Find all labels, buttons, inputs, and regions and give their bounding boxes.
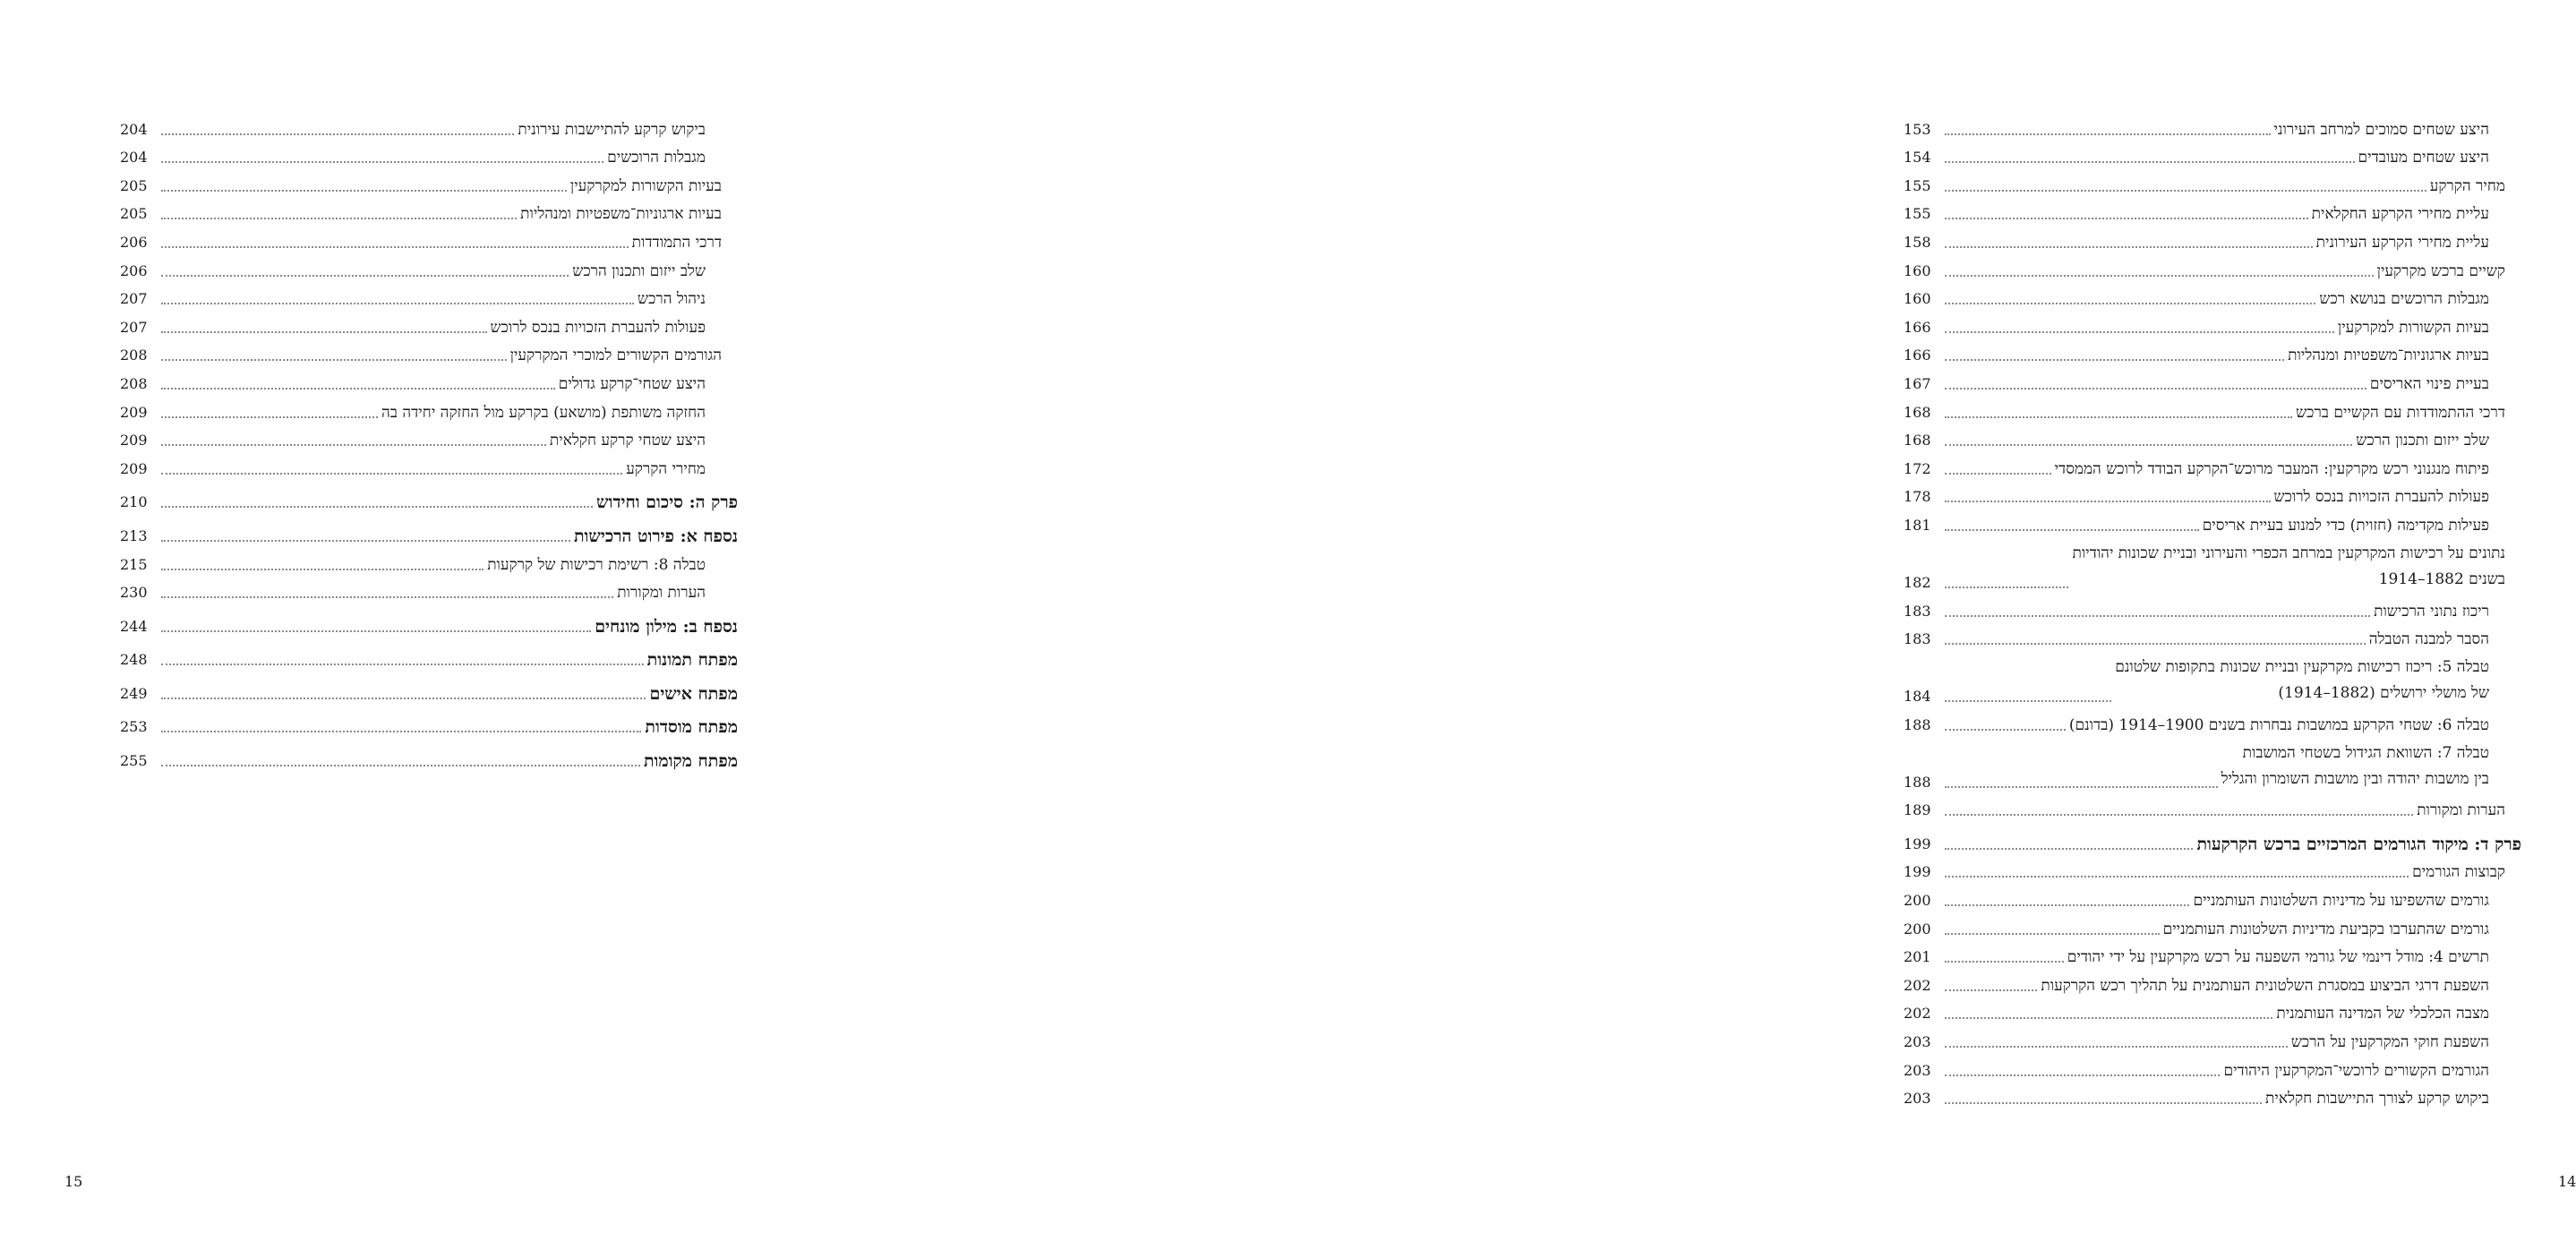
toc-entry <box>1904 911 2521 939</box>
toc-entry <box>120 365 738 394</box>
toc-heading <box>120 479 738 513</box>
toc-page-number: 208 <box>120 374 148 392</box>
toc-page-number: 255 <box>120 752 148 770</box>
toc-entry-line: טבלה 5: ריכוז רכישות מקרקעין ובניית שכונות בתקופות שלטונם <box>2115 658 2489 677</box>
dot-leader <box>1945 331 2334 333</box>
toc-entry-title: שלב ייזום ותכנון הרכש <box>572 261 706 280</box>
toc-entry <box>1904 423 2521 451</box>
toc-page-number: 188 <box>1904 773 1931 791</box>
toc-page-number: 201 <box>1904 948 1931 966</box>
dot-leader <box>1945 786 2218 788</box>
toc-entry-title: נספח א: פירוט הרכישות <box>573 526 738 546</box>
toc-entry <box>1904 224 2521 253</box>
toc-entry <box>1904 593 2521 621</box>
dot-leader <box>161 303 634 304</box>
toc-page-number: 154 <box>1904 149 1931 167</box>
toc-page-number: 166 <box>1904 318 1931 336</box>
page-number-left: 15 <box>64 1173 83 1190</box>
toc-entry <box>120 196 738 225</box>
toc-page-number: 206 <box>120 261 148 279</box>
toc-page-number: 203 <box>1904 1090 1931 1108</box>
toc-heading <box>120 637 738 671</box>
left-page <box>0 0 877 1250</box>
toc-entry <box>1904 140 2521 168</box>
toc-page-number: 199 <box>1904 863 1931 881</box>
toc-page-number: 207 <box>120 318 148 336</box>
toc-page-number: 205 <box>120 205 148 223</box>
toc-page-number: 215 <box>120 555 148 573</box>
toc-entry <box>1904 507 2521 535</box>
right-page <box>877 0 2576 1250</box>
toc-entry-title: בעיות הקשורות למקרקעין <box>2337 318 2489 337</box>
dot-leader <box>1945 1074 2220 1076</box>
toc-page-number: 202 <box>1904 1005 1931 1023</box>
toc-page-number: 204 <box>120 149 148 167</box>
toc-page-number: 182 <box>1904 573 1931 591</box>
dot-leader <box>1945 529 2199 531</box>
dot-leader <box>1945 388 2366 390</box>
toc-page-number: 183 <box>1904 630 1931 648</box>
toc-entry <box>120 281 738 310</box>
toc-page-number: 204 <box>120 120 148 138</box>
dot-leader <box>1945 643 2366 645</box>
toc-heading <box>120 603 738 637</box>
toc-entry-title: בעיות הקשורות למקרקעין <box>569 176 722 195</box>
toc-entry <box>1904 882 2521 911</box>
dot-leader <box>161 540 570 542</box>
toc-entry <box>120 224 738 253</box>
toc-entry <box>120 111 738 140</box>
toc-page-number: 166 <box>1904 347 1931 364</box>
toc-entry <box>1904 649 2521 706</box>
toc-page-number: 172 <box>1904 459 1931 477</box>
dot-leader <box>1945 246 2313 248</box>
dot-leader <box>161 765 640 766</box>
toc-entry-title: הערות ומקורות <box>2417 801 2505 820</box>
toc-heading <box>120 670 738 704</box>
toc-entry-title: טבלה 6: שטחי הקרקע במושבות נבחרות בשנים 1900–1914 (בדונם) <box>2068 715 2489 734</box>
toc-page-number: 168 <box>1904 432 1931 449</box>
dot-leader <box>1945 961 2064 963</box>
toc-entry-title: פעילות מקדימה (חזוית) כדי למנוע בעיית אריסים <box>2202 516 2489 535</box>
toc-entry-title: מפתח מקומות <box>643 751 738 772</box>
toc-entry <box>1904 196 2521 225</box>
toc-entry-title: היצע שטחים מעובדים <box>2358 149 2489 167</box>
toc-entry-title: פיתוח מנגנוני רכש מקרקעין: המעבר מרוכש־הקרקע הבודד לרוכש הממסדי <box>2054 459 2489 478</box>
toc-entry <box>1904 1023 2521 1052</box>
toc-entry-title: הגורמים הקשורים למוכרי המקרקעין <box>509 347 722 365</box>
toc-entry-title: ריכוז נתוני הרכישות <box>2374 602 2489 621</box>
toc-page-number: 205 <box>120 176 148 194</box>
dot-leader <box>161 246 629 248</box>
toc-entry-title: עליית מחירי הקרקע העירונית <box>2315 233 2489 252</box>
toc-entry <box>120 546 738 575</box>
dot-leader <box>161 133 514 135</box>
dot-leader <box>1945 501 2271 502</box>
toc-page-number: 230 <box>120 584 148 602</box>
toc-entry-line: נתונים על רכישות המקרקעין במרחב הכפרי והעירוני ובניית שכונות יהודיות <box>2072 544 2505 562</box>
toc-entry-line: של מושלי ירושלים (1882–1914) <box>2278 684 2489 703</box>
dot-leader <box>1945 729 2066 731</box>
toc-entry <box>1904 535 2521 593</box>
dot-leader <box>1945 615 2370 617</box>
dot-leader <box>1945 303 2315 304</box>
toc-entry <box>120 394 738 423</box>
toc-entry-title: שלב ייזום ותכנון הרכש <box>2356 432 2489 450</box>
toc-entry <box>1904 792 2521 821</box>
toc-page-number: 202 <box>1904 976 1931 994</box>
toc-entry-title: היצע שטחי קרקע חקלאית <box>549 432 706 450</box>
toc-page-number: 167 <box>1904 374 1931 392</box>
toc-page-number: 199 <box>1904 835 1931 852</box>
toc-page-number: 160 <box>1904 261 1931 279</box>
toc-heading <box>120 512 738 546</box>
toc-entry <box>1904 939 2521 968</box>
toc-entry <box>120 253 738 281</box>
toc-entry-title <box>2115 655 2521 706</box>
page-number-right: 14 <box>2558 1173 2576 1190</box>
toc-entry-title: ניהול הרכש <box>638 290 706 309</box>
dot-leader <box>1945 133 2271 135</box>
toc-page-number: 210 <box>120 493 148 511</box>
toc-page-number: 209 <box>120 432 148 449</box>
toc-entry <box>1904 365 2521 394</box>
dot-leader <box>161 596 613 598</box>
toc-entry-title: תרשים 4: מודל דינמי של גורמי השפעה על רכש מקרקעין על ידי יהודים <box>2067 948 2489 967</box>
dot-leader <box>1945 218 2308 219</box>
toc-list-right <box>1904 111 2521 1109</box>
toc-entry-title: הסבר למבנה הטבלה <box>2368 630 2489 649</box>
dot-leader <box>1945 848 2193 850</box>
toc-entry <box>1904 1081 2521 1109</box>
toc-entry-title: פעולות להעברת הזכויות בנכס לרוכש <box>2273 488 2489 507</box>
toc-page-number: 155 <box>1904 176 1931 194</box>
dot-leader <box>1945 876 2409 878</box>
dot-leader <box>161 444 546 446</box>
toc-entry-title: ביקוש קרקע להתיישבות עירונית <box>518 120 706 139</box>
dot-leader <box>1945 700 2111 702</box>
toc-entry-title: טבלה 8: רשימת רכישות של קרקעות <box>487 555 706 574</box>
dot-leader <box>1945 933 2160 935</box>
dot-leader <box>1945 359 2284 361</box>
toc-entry <box>1904 167 2521 196</box>
toc-entry <box>120 575 738 604</box>
toc-heading <box>120 737 738 771</box>
toc-entry <box>120 423 738 451</box>
toc-entry-title: היצע שטחי־קרקע גדולים <box>558 374 706 393</box>
toc-entry-title: פרק ה: סיכום וחידוש <box>596 492 738 513</box>
toc-entry-title: השפעת חוקי המקרקעין על הרכש <box>2290 1033 2489 1052</box>
toc-entry-title <box>2221 741 2521 792</box>
dot-leader <box>1945 586 2068 588</box>
toc-entry <box>1904 394 2521 423</box>
toc-list-left <box>120 111 738 771</box>
toc-entry-title: מגבלות הרוכשים בנושא רכש <box>2319 290 2489 309</box>
dot-leader <box>161 630 591 632</box>
toc-page-number: 207 <box>120 290 148 308</box>
toc-entry-title: קשיים ברכש מקרקעין <box>2376 261 2505 280</box>
toc-entry <box>1904 309 2521 338</box>
dot-leader <box>161 275 569 277</box>
toc-entry <box>1904 967 2521 996</box>
toc-page-number: 178 <box>1904 488 1931 506</box>
dot-leader <box>1945 275 2374 277</box>
dot-leader <box>1945 444 2352 446</box>
dot-leader <box>161 664 644 665</box>
toc-page-number: 203 <box>1904 1061 1931 1079</box>
toc-entry-title: החזקה משותפת (מושאע) בקרקע מול החזקה יחידה בה <box>381 403 706 422</box>
toc-entry-title: הגורמים הקשורים לרוכשי־המקרקעין היהודים <box>2223 1061 2489 1080</box>
dot-leader <box>161 473 622 475</box>
toc-entry <box>120 309 738 338</box>
dot-leader <box>1945 161 2355 163</box>
toc-entry-title: הערות ומקורות <box>617 584 706 603</box>
toc-entry-title: מגבלות הרוכשים <box>607 149 706 167</box>
dot-leader <box>1945 1046 2288 1048</box>
toc-entry-title: מפתח מוסדות <box>645 717 738 738</box>
toc-entry-title: בעיות ארגוניות־משפטיות ומנהליות <box>2288 347 2489 365</box>
toc-entry-line: טבלה 7: השוואת הגידול בשטחי המושבות <box>2242 743 2489 762</box>
toc-page-number: 160 <box>1904 290 1931 308</box>
toc-entry-line: בין מושבות יהודה ובין מושבות השומרון והגליל <box>2221 769 2489 788</box>
toc-page-number: 189 <box>1904 801 1931 819</box>
toc-entry <box>1904 253 2521 281</box>
toc-page-number: 209 <box>120 403 148 421</box>
toc-page-number: 203 <box>1904 1033 1931 1051</box>
dot-leader <box>1945 904 2189 906</box>
dot-leader <box>161 388 555 390</box>
dot-leader <box>161 569 484 570</box>
toc-page-number: 200 <box>1904 920 1931 938</box>
dot-leader <box>161 161 603 163</box>
toc-entry-title: פרק ד: מיקוד הגורמים המרכזיים ברכש הקרקעות <box>2196 834 2521 854</box>
toc-page-number: 184 <box>1904 688 1931 706</box>
dot-leader <box>161 416 378 418</box>
toc-entry <box>1904 111 2521 140</box>
toc-entry-title: מצבה הכלכלי של המדינה העותמנית <box>2276 1005 2489 1023</box>
toc-page-number: 188 <box>1904 715 1931 733</box>
dot-leader <box>161 698 646 699</box>
toc-entry-title: נספח ב: מילון מונחים <box>595 616 738 637</box>
toc-entry <box>120 167 738 196</box>
toc-entry <box>1904 706 2521 735</box>
toc-entry <box>120 450 738 479</box>
dot-leader <box>161 190 567 192</box>
toc-entry-title: מחירי הקרקע <box>626 459 706 478</box>
toc-entry <box>1904 1052 2521 1081</box>
toc-page-number: 181 <box>1904 516 1931 534</box>
toc-entry-title: דרכי התמודדות <box>631 233 722 252</box>
toc-entry <box>1904 450 2521 479</box>
toc-entry <box>120 140 738 168</box>
toc-page-number: 158 <box>1904 233 1931 251</box>
dot-leader <box>1945 473 2051 475</box>
toc-entry <box>1904 996 2521 1024</box>
toc-entry-title: דרכי ההתמודדות עם הקשיים ברכש <box>2296 403 2505 422</box>
toc-entry-title: מפתח תמונות <box>646 650 738 671</box>
dot-leader <box>161 331 487 333</box>
toc-entry-title: בעיות ארגוניות־משפטיות ומנהליות <box>520 205 722 224</box>
toc-entry-title: פעולות להעברת הזכויות בנכס לרוכש <box>490 318 706 337</box>
toc-heading <box>120 704 738 738</box>
toc-entry <box>1904 621 2521 650</box>
toc-entry-title: עליית מחירי הקרקע החקלאית <box>2311 205 2489 224</box>
toc-entry-title: השפעת דרגי הביצוע במסגרת השלטונית העותמנית על תהליך רכש הקרקעות <box>2041 976 2489 995</box>
toc-entry-title: מחיר הקרקע <box>2429 176 2505 195</box>
toc-entry <box>1904 479 2521 508</box>
toc-page-number: 153 <box>1904 120 1931 138</box>
dot-leader <box>161 359 507 361</box>
toc-page-number: 200 <box>1904 892 1931 910</box>
toc-page-number: 208 <box>120 347 148 364</box>
toc-entry-title: מפתח אישים <box>649 683 738 704</box>
toc-entry <box>1904 735 2521 792</box>
toc-entry <box>1904 338 2521 366</box>
toc-page-number: 168 <box>1904 403 1931 421</box>
toc-page-number: 244 <box>120 617 148 635</box>
toc-entry-title: גורמים שהשפיעו על מדיניות השלטונות העותמניים <box>2193 892 2489 911</box>
toc-entry-title: קבוצות הגורמים <box>2412 863 2505 882</box>
dot-leader <box>1945 190 2426 192</box>
toc-page-number: 209 <box>120 459 148 477</box>
toc-page-number: 253 <box>120 718 148 736</box>
dot-leader <box>161 218 517 219</box>
dot-leader <box>1945 416 2292 418</box>
dot-leader <box>161 731 641 732</box>
toc-heading <box>1904 820 2521 854</box>
toc-entry <box>120 338 738 366</box>
toc-entry-title: גורמים שהתערבו בקביעת מדיניות השלטונות העותמניים <box>2162 920 2489 938</box>
toc-entry <box>1904 854 2521 883</box>
toc-entry <box>1904 281 2521 310</box>
toc-entry-title: בעיית פינוי האריסים <box>2369 374 2489 393</box>
toc-entry-line: בשנים 1882–1914 <box>2378 569 2505 588</box>
toc-page-number: 213 <box>120 527 148 544</box>
toc-entry-title: היצע שטחים סמוכים למרחב העירוני <box>2273 120 2489 139</box>
dot-leader <box>1945 814 2413 816</box>
dot-leader <box>1945 1102 2262 1104</box>
toc-page-number: 183 <box>1904 602 1931 620</box>
toc-page-number: 155 <box>1904 205 1931 223</box>
dot-leader <box>1945 989 2037 991</box>
toc-page-number: 206 <box>120 233 148 251</box>
toc-entry-title <box>2072 541 2521 593</box>
toc-entry-title: ביקוש קרקע לצורך התיישבות חקלאית <box>2265 1090 2489 1109</box>
dot-leader <box>161 506 593 508</box>
dot-leader <box>1945 1017 2272 1019</box>
toc-page-number: 248 <box>120 651 148 669</box>
toc-page-number: 249 <box>120 684 148 702</box>
